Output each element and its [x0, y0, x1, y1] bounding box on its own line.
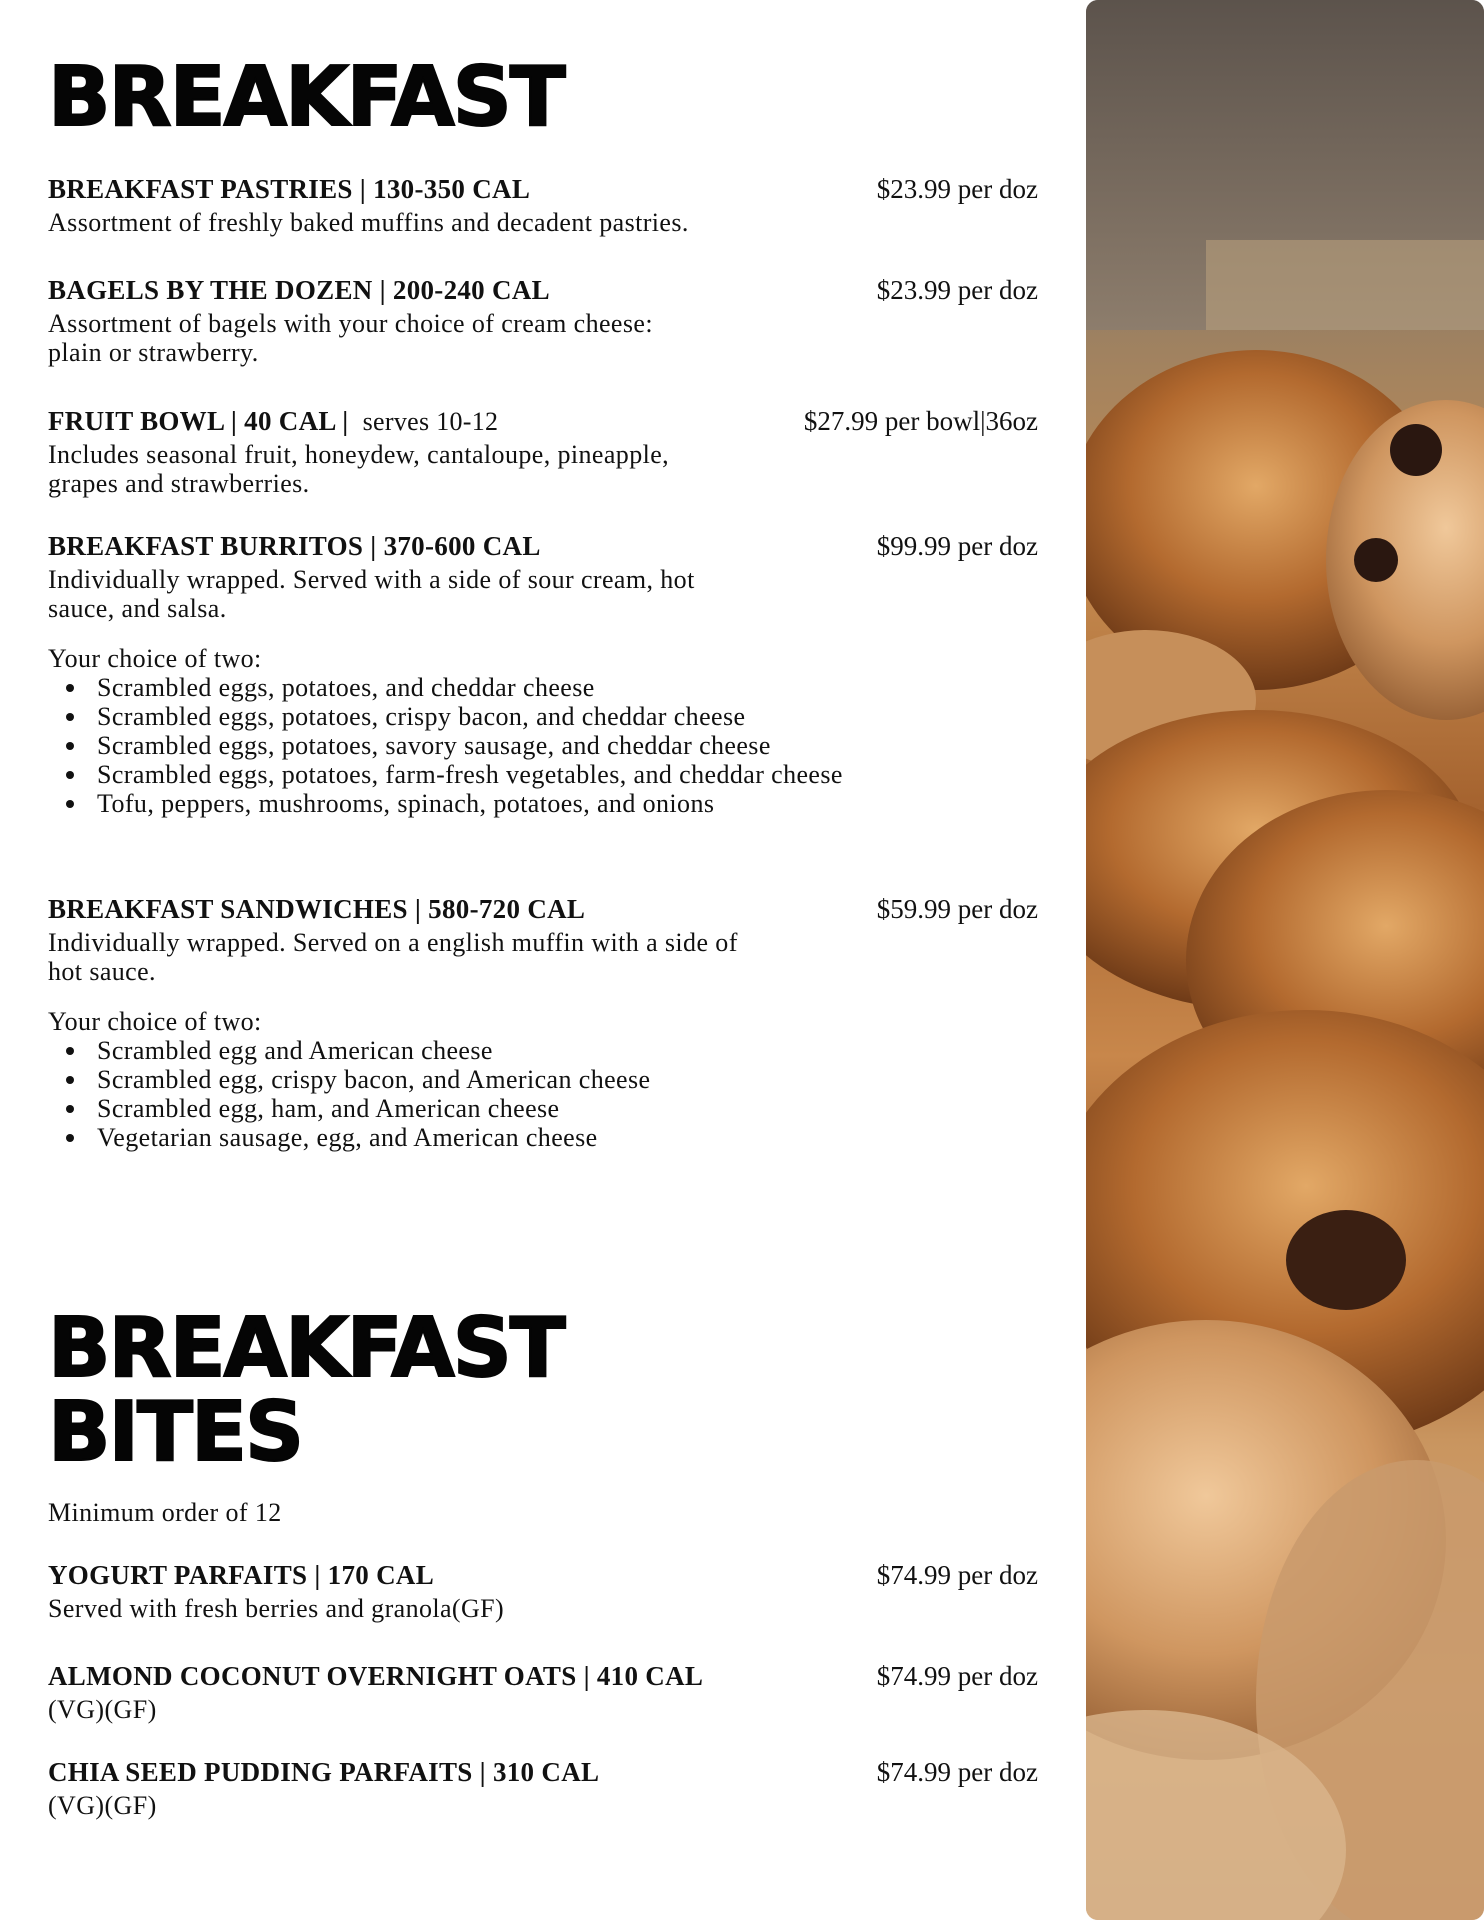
list-item: Scrambled eggs, potatoes, crispy bacon, and cheddar cheese	[97, 702, 1038, 731]
item-title: BAGELS BY THE DOZEN | 200-240 CAL	[48, 275, 550, 305]
breakfast-heading: BREAKFAST	[48, 50, 564, 145]
item-title	[48, 406, 498, 437]
menu-item-overnight-oats	[48, 1661, 1038, 1724]
item-header	[48, 275, 1038, 309]
item-header	[48, 1757, 1038, 1791]
item-title: BREAKFAST PASTRIES | 130-350 CAL	[48, 174, 531, 204]
item-title: CHIA SEED PUDDING PARFAITS | 310 CAL	[48, 1757, 600, 1787]
heading-line: BREAKFAST	[48, 1301, 564, 1396]
item-description: hot sauce.	[48, 957, 156, 986]
pastries-photo	[1086, 0, 1484, 1920]
item-price: $23.99 per doz	[876, 275, 1038, 305]
item-title-text: FRUIT BOWL | 40 CAL |	[48, 406, 349, 436]
breakfast-bites-heading	[48, 1301, 1048, 1480]
item-description: sauce, and salsa.	[48, 594, 227, 623]
menu-item-breakfast-pastries	[48, 174, 1038, 237]
item-price: $27.99 per bowl|36oz	[803, 406, 1038, 436]
breakfast-section	[48, 50, 1048, 145]
item-description: grapes and strawberries.	[48, 469, 310, 498]
pastries-photo-graphic	[1086, 0, 1484, 1920]
item-description: Individually wrapped. Served on a english muffin with a side of	[48, 928, 738, 957]
list-item: Scrambled eggs, potatoes, savory sausage, and cheddar cheese	[97, 731, 1038, 760]
menu-item-breakfast-burritos	[48, 531, 1038, 818]
item-title: YOGURT PARFAITS | 170 CAL	[48, 1560, 435, 1590]
item-description: Individually wrapped. Served with a side of sour cream, hot	[48, 565, 695, 594]
item-price: $74.99 per doz	[876, 1661, 1038, 1691]
item-price: $74.99 per doz	[876, 1757, 1038, 1787]
options-list	[48, 1036, 1038, 1152]
note-text: Minimum order of 12	[48, 1498, 282, 1527]
menu-item-chia-pudding	[48, 1757, 1038, 1820]
list-item: Scrambled eggs, potatoes, and cheddar cheese	[97, 673, 1038, 702]
item-description: Served with fresh berries and granola(GF)	[48, 1594, 505, 1623]
list-item: Scrambled egg, crispy bacon, and American cheese	[97, 1065, 1038, 1094]
minimum-order-note	[48, 1498, 1038, 1527]
item-price: $23.99 per doz	[876, 174, 1038, 204]
list-item: Scrambled egg, ham, and American cheese	[97, 1094, 1038, 1123]
item-header	[48, 406, 1038, 440]
menu-item-breakfast-sandwiches	[48, 894, 1038, 1152]
item-header	[48, 894, 1038, 928]
list-item: Vegetarian sausage, egg, and American cheese	[97, 1123, 1038, 1152]
item-description: (VG)(GF)	[48, 1695, 157, 1724]
item-description: Includes seasonal fruit, honeydew, cantaloupe, pineapple,	[48, 440, 670, 469]
item-description: plain or strawberry.	[48, 338, 259, 367]
item-header	[48, 174, 1038, 208]
item-title: BREAKFAST SANDWICHES | 580-720 CAL	[48, 894, 586, 924]
item-serves: serves 10-12	[362, 407, 499, 436]
choice-label: Your choice of two:	[48, 644, 262, 673]
item-title: BREAKFAST BURRITOS | 370-600 CAL	[48, 531, 541, 561]
item-price: $59.99 per doz	[876, 894, 1038, 924]
item-price: $74.99 per doz	[876, 1560, 1038, 1590]
menu-item-bagels	[48, 275, 1038, 367]
list-item: Scrambled egg and American cheese	[97, 1036, 1038, 1065]
item-header	[48, 1560, 1038, 1594]
breakfast-bites-section	[48, 1301, 1048, 1480]
item-header	[48, 1661, 1038, 1695]
choice-label: Your choice of two:	[48, 1007, 262, 1036]
list-item: Scrambled eggs, potatoes, farm-fresh vegetables, and cheddar cheese	[97, 760, 1038, 789]
options-list	[48, 673, 1038, 818]
item-price: $99.99 per doz	[876, 531, 1038, 561]
item-title: ALMOND COCONUT OVERNIGHT OATS | 410 CAL	[48, 1661, 704, 1691]
menu-item-fruit-bowl	[48, 406, 1038, 498]
heading-line: BITES	[48, 1385, 303, 1480]
item-header	[48, 531, 1038, 565]
menu-item-yogurt-parfaits	[48, 1560, 1038, 1623]
item-description: (VG)(GF)	[48, 1791, 157, 1820]
item-description: Assortment of bagels with your choice of cream cheese:	[48, 309, 653, 338]
list-item: Tofu, peppers, mushrooms, spinach, potatoes, and onions	[97, 789, 1038, 818]
item-description: Assortment of freshly baked muffins and decadent pastries.	[48, 208, 689, 237]
